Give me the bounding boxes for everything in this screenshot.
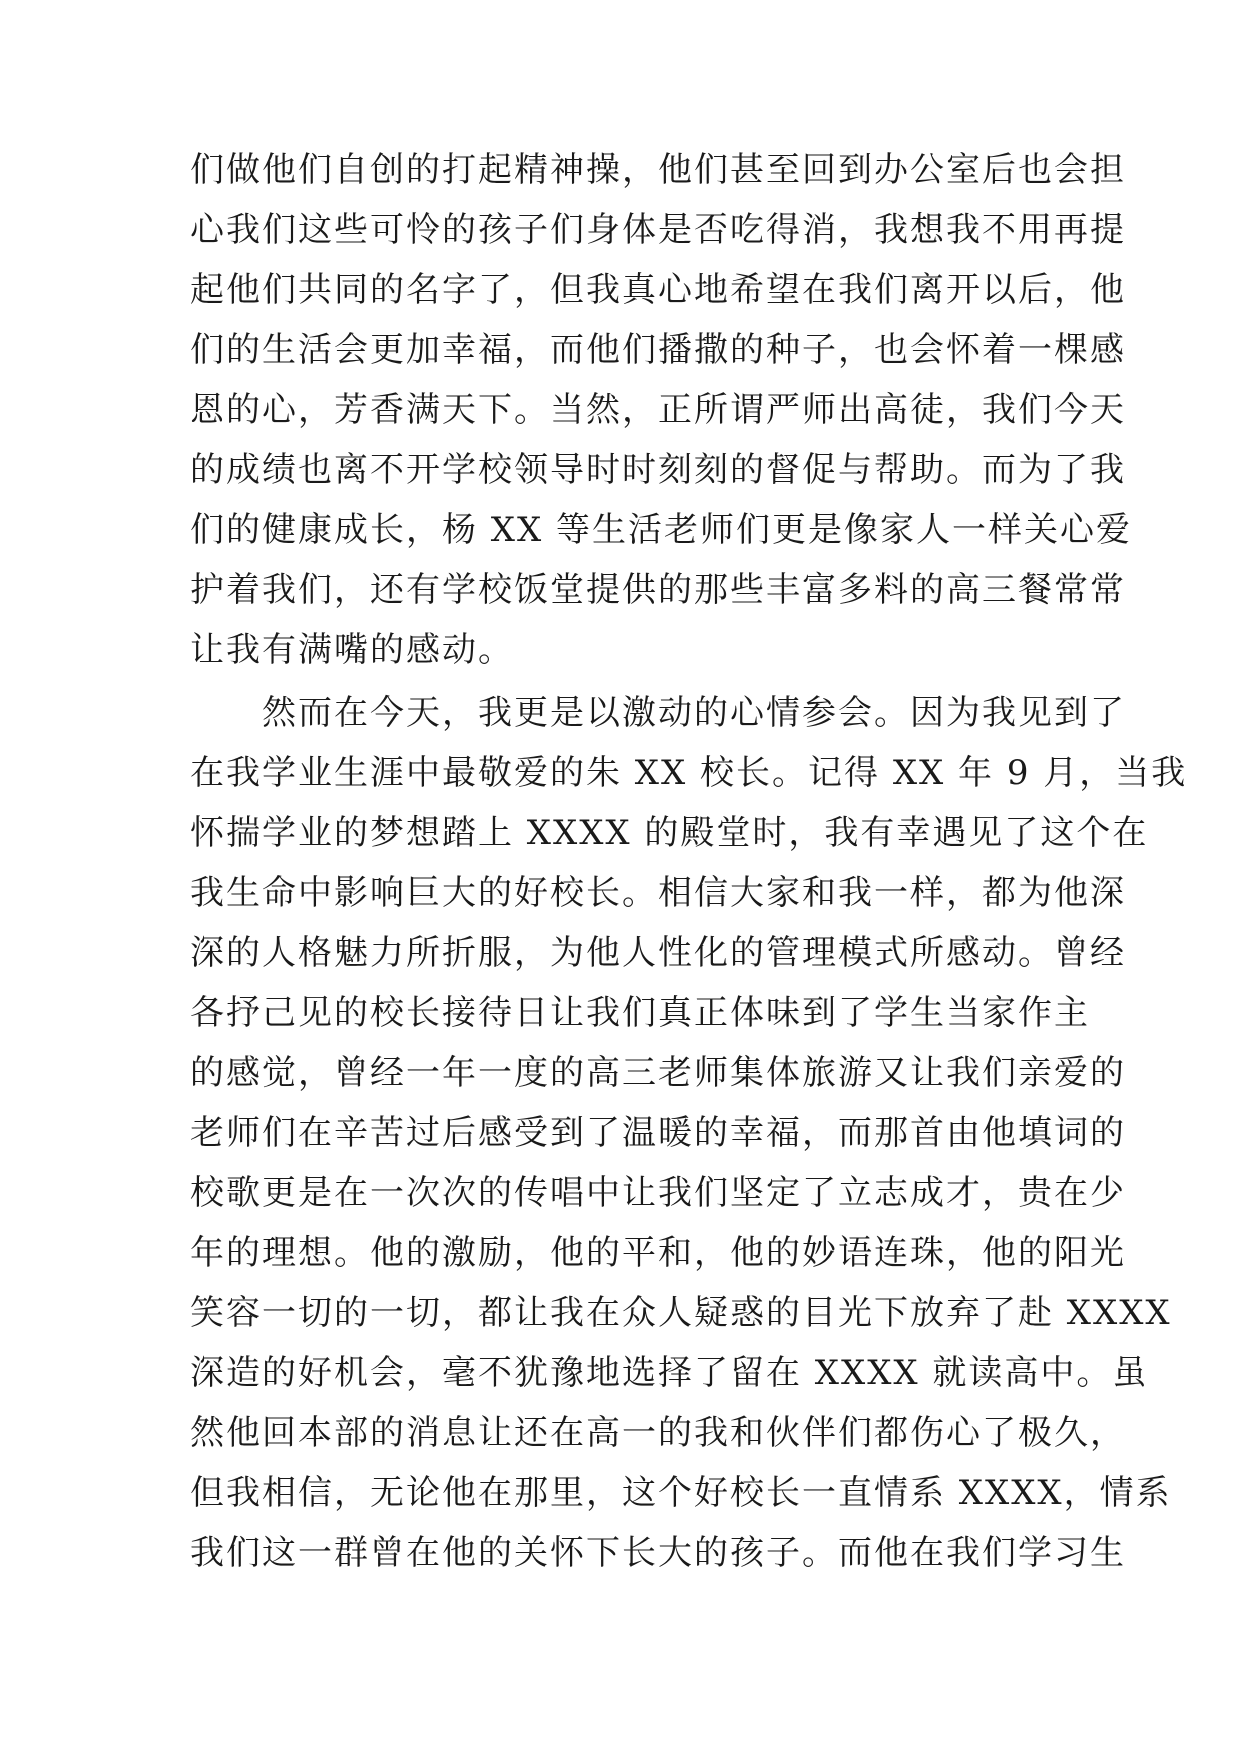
paragraph-2 <box>190 683 1188 1583</box>
text-line: 然而在今天，我更是以激动的心情参会。因为我见到了 <box>190 693 1126 733</box>
text-line: 起他们共同的名字了，但我真心地希望在我们离开以后，他 <box>190 270 1126 310</box>
text-line: 们的健康成长，杨 XX 等生活老师们更是像家人一样关心爱 <box>190 510 1133 550</box>
text-line: 们做他们自创的打起精神操，他们甚至回到办公室后也会担 <box>190 150 1126 190</box>
text-line: 在我学业生涯中最敬爱的朱 XX 校长。记得 XX 年 9 月，当我 <box>190 753 1188 793</box>
text-line: 恩的心，芳香满天下。当然，正所谓严师出高徒，我们今天 <box>190 390 1126 430</box>
text-line: 们的生活会更加幸福，而他们播撒的种子，也会怀着一棵感 <box>190 330 1126 370</box>
body-text <box>190 140 1188 1583</box>
text-line: 深的人格魅力所折服，为他人性化的管理模式所感动。曾经 <box>190 933 1126 973</box>
text-line: 的成绩也离不开学校领导时时刻刻的督促与帮助。而为了我 <box>190 450 1126 490</box>
text-line: 然他回本部的消息让还在高一的我和伙伴们都伤心了极久， <box>190 1413 1126 1453</box>
text-line: 深造的好机会，毫不犹豫地选择了留在 XXXX 就读高中。虽 <box>190 1353 1149 1393</box>
text-line: 各抒己见的校长接待日让我们真正体味到了学生当家作主 <box>190 993 1090 1033</box>
text-line: 年的理想。他的激励，他的平和，他的妙语连珠，他的阳光 <box>190 1233 1126 1273</box>
text-line: 护着我们，还有学校饭堂提供的那些丰富多料的高三餐常常 <box>190 570 1126 610</box>
text-line: 笑容一切的一切，都让我在众人疑惑的目光下放弃了赴 XXXX <box>190 1293 1172 1333</box>
text-line: 老师们在辛苦过后感受到了温暖的幸福，而那首由他填词的 <box>190 1113 1126 1153</box>
text-line: 但我相信，无论他在那里，这个好校长一直情系 XXXX，情系 <box>190 1473 1172 1513</box>
text-line: 校歌更是在一次次的传唱中让我们坚定了立志成才，贵在少 <box>190 1173 1126 1213</box>
text-line: 心我们这些可怜的孩子们身体是否吃得消，我想我不用再提 <box>190 210 1126 250</box>
text-line: 我们这一群曾在他的关怀下长大的孩子。而他在我们学习生 <box>190 1533 1126 1573</box>
text-line: 让我有满嘴的感动。 <box>190 630 514 670</box>
text-line: 的感觉，曾经一年一度的高三老师集体旅游又让我们亲爱的 <box>190 1053 1126 1093</box>
text-line: 我生命中影响巨大的好校长。相信大家和我一样，都为他深 <box>190 873 1126 913</box>
paragraph-1 <box>190 140 1133 680</box>
text-line: 怀揣学业的梦想踏上 XXXX 的殿堂时，我有幸遇见了这个在 <box>190 813 1149 853</box>
